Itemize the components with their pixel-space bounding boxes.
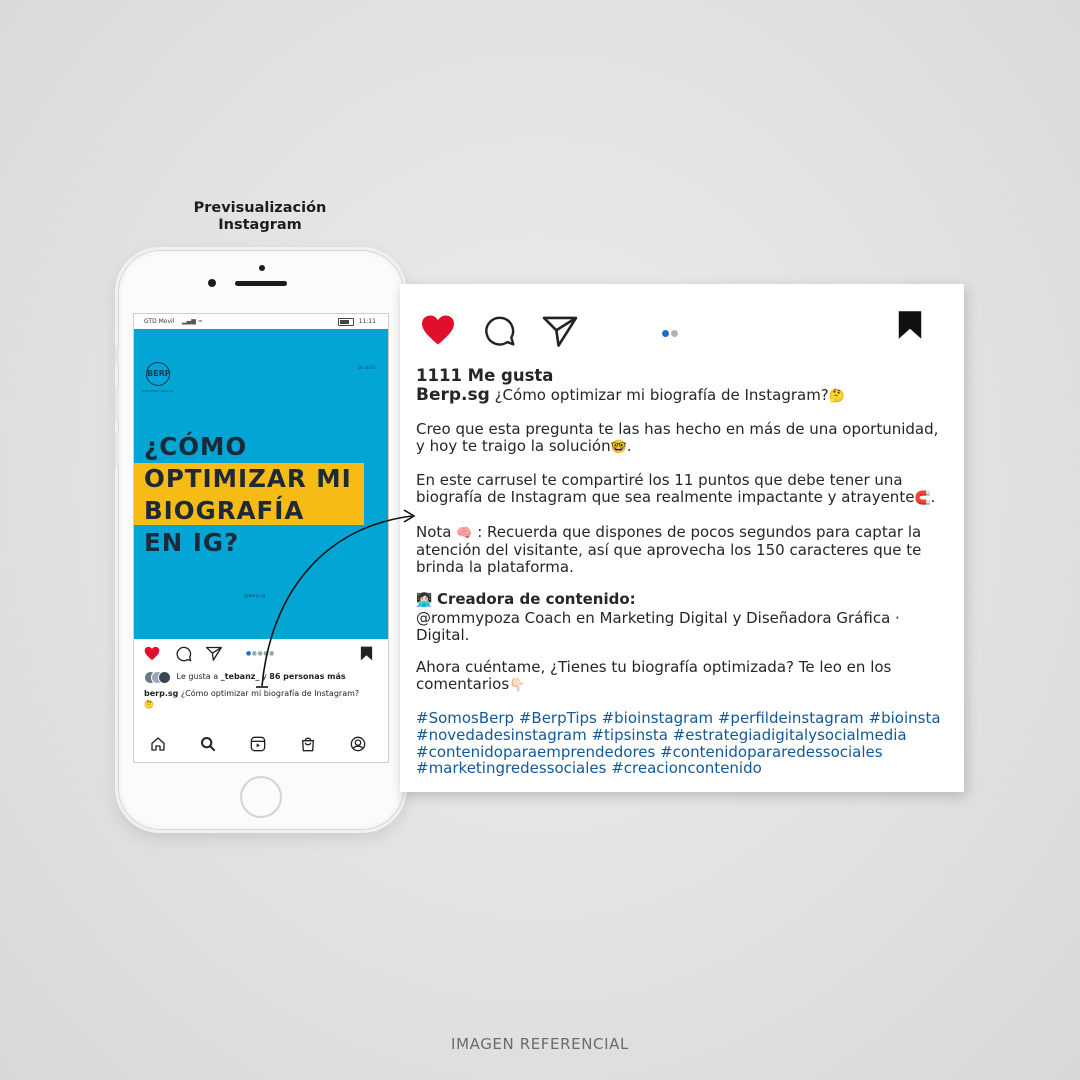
carousel-dot (671, 330, 678, 337)
paragraph-1-text: Creo que esta pregunta te las has hecho en más de una oportunidad, y hoy te traigo la solución (416, 420, 939, 455)
phone-screen (133, 313, 389, 763)
liker-avatars (144, 671, 174, 682)
post-username[interactable]: Berp.sg (416, 384, 490, 405)
heading-line-2: Instagram (218, 217, 302, 233)
nerd-emoji: 🤓 (610, 439, 627, 455)
home-icon[interactable] (150, 736, 166, 752)
carrier-name: GTD Movil (144, 318, 175, 325)
home-button[interactable] (240, 776, 282, 818)
status-bar (134, 314, 388, 329)
brain-emoji: 🧠 (456, 525, 473, 541)
volume-down-button (115, 431, 119, 467)
post-title: ¿Cómo optimizar mi biografía de Instagram? (494, 385, 829, 404)
instagram-post-panel (400, 284, 964, 792)
slide-title (144, 431, 384, 559)
post-title-emoji: 🤔 (828, 388, 845, 404)
berp-logo: BERP (146, 362, 170, 386)
creator-heading (416, 591, 946, 610)
magnet-emoji: 🧲 (914, 490, 931, 506)
creator-text: @rommypoza Coach en Marketing Digital y Diseñadora Gráfica · Digital. (416, 608, 900, 644)
likes-rest[interactable]: 86 personas más (269, 672, 346, 681)
proximity-sensor (259, 265, 265, 271)
caption-username[interactable]: berp.sg (144, 689, 179, 698)
carousel-slide[interactable] (134, 329, 388, 639)
carousel-dot-active (662, 330, 669, 337)
paragraph-2-text: En este carrusel te compartiré los 11 puntos que debe tener una biografía de Instagram que sea realmente impactante y atrayente (416, 471, 915, 506)
paragraph-question (416, 659, 946, 694)
slide-date-tag: 03 ab 01 (358, 365, 376, 370)
note-text: : Recuerda que dispones de pocos segundos para captar la atención del visitante, así que aprovecha los 150 caracteres que te brinda la plataforma. (416, 522, 922, 576)
likes-summary (144, 671, 384, 682)
caption-text: ¿Cómo optimizar mi biografía de Instagram? (180, 689, 360, 698)
shop-icon[interactable] (300, 736, 316, 752)
paragraph-2-end: . (930, 487, 936, 506)
volume-up-button (115, 386, 119, 422)
post-caption (416, 368, 946, 777)
bookmark-icon[interactable] (896, 310, 924, 340)
phone-mockup (118, 250, 404, 830)
like-heart-icon[interactable] (144, 646, 160, 661)
comment-icon[interactable] (176, 646, 192, 662)
share-icon[interactable] (206, 646, 222, 661)
caption-title-line (416, 384, 946, 406)
likes-user[interactable]: _tebanz_ (220, 672, 260, 681)
footer-note: IMAGEN REFERENCIAL (451, 1035, 629, 1053)
reels-icon[interactable] (250, 736, 266, 752)
carousel-indicator (662, 322, 680, 341)
share-icon[interactable] (542, 315, 578, 347)
note-label: Nota (416, 522, 452, 541)
paragraph-1 (416, 421, 946, 456)
slide-title-line: ¿CÓMO (144, 432, 248, 461)
point-down-emoji: 👇🏻 (509, 677, 526, 693)
slide-title-line: BIOGRAFÍA (144, 496, 305, 525)
status-time: 11:11 (358, 318, 376, 325)
paragraph-2 (416, 472, 946, 507)
front-camera (208, 279, 216, 287)
like-heart-icon[interactable] (420, 314, 456, 346)
slide-title-line: OPTIMIZAR MI (144, 464, 352, 493)
signal-icon: ▂▄▆ ≈ (182, 318, 203, 325)
search-icon[interactable] (200, 736, 216, 752)
battery-icon (338, 318, 354, 326)
slide-handle: @berp.sg (244, 594, 266, 599)
preview-heading (160, 200, 360, 234)
likes-mid: y (261, 672, 267, 681)
paragraph-1-end: . (626, 436, 632, 455)
mute-switch (115, 346, 119, 366)
carousel-dots-small: ●●●●● (246, 650, 275, 657)
hashtags[interactable]: #SomosBerp #BerpTips #bioinstagram #perfildeinstagram #bioinsta #novedadesinstagram #tipsinsta #estrategiadigitalysocialmedia #contenidoparaemprendedores #contenidopararedessociales #marketingredessociales #creacioncontenido (416, 709, 941, 778)
likes-count[interactable]: 1111 Me gusta (416, 366, 554, 385)
phone-caption (144, 688, 380, 710)
bookmark-icon[interactable] (360, 646, 373, 661)
comment-icon[interactable] (484, 315, 516, 347)
technologist-emoji: 👩🏻‍💻 (416, 593, 433, 609)
question-text: Ahora cuéntame, ¿Tienes tu biografía optimizada? Te leo en los comentarios (416, 658, 892, 693)
logo-subtitle: STRATEGY GROUP (142, 389, 174, 393)
earpiece-speaker (235, 281, 287, 286)
heading-line-1: Previsualización (193, 200, 327, 216)
bottom-tab-bar (134, 732, 388, 756)
profile-icon[interactable] (350, 736, 366, 752)
paragraph-note (416, 524, 946, 576)
likes-prefix: Le gusta a (176, 672, 219, 681)
caption-emoji: 🤔 (144, 700, 154, 709)
creator-label: Creadora de contenido: (436, 590, 636, 609)
slide-title-line: EN IG? (144, 528, 240, 557)
